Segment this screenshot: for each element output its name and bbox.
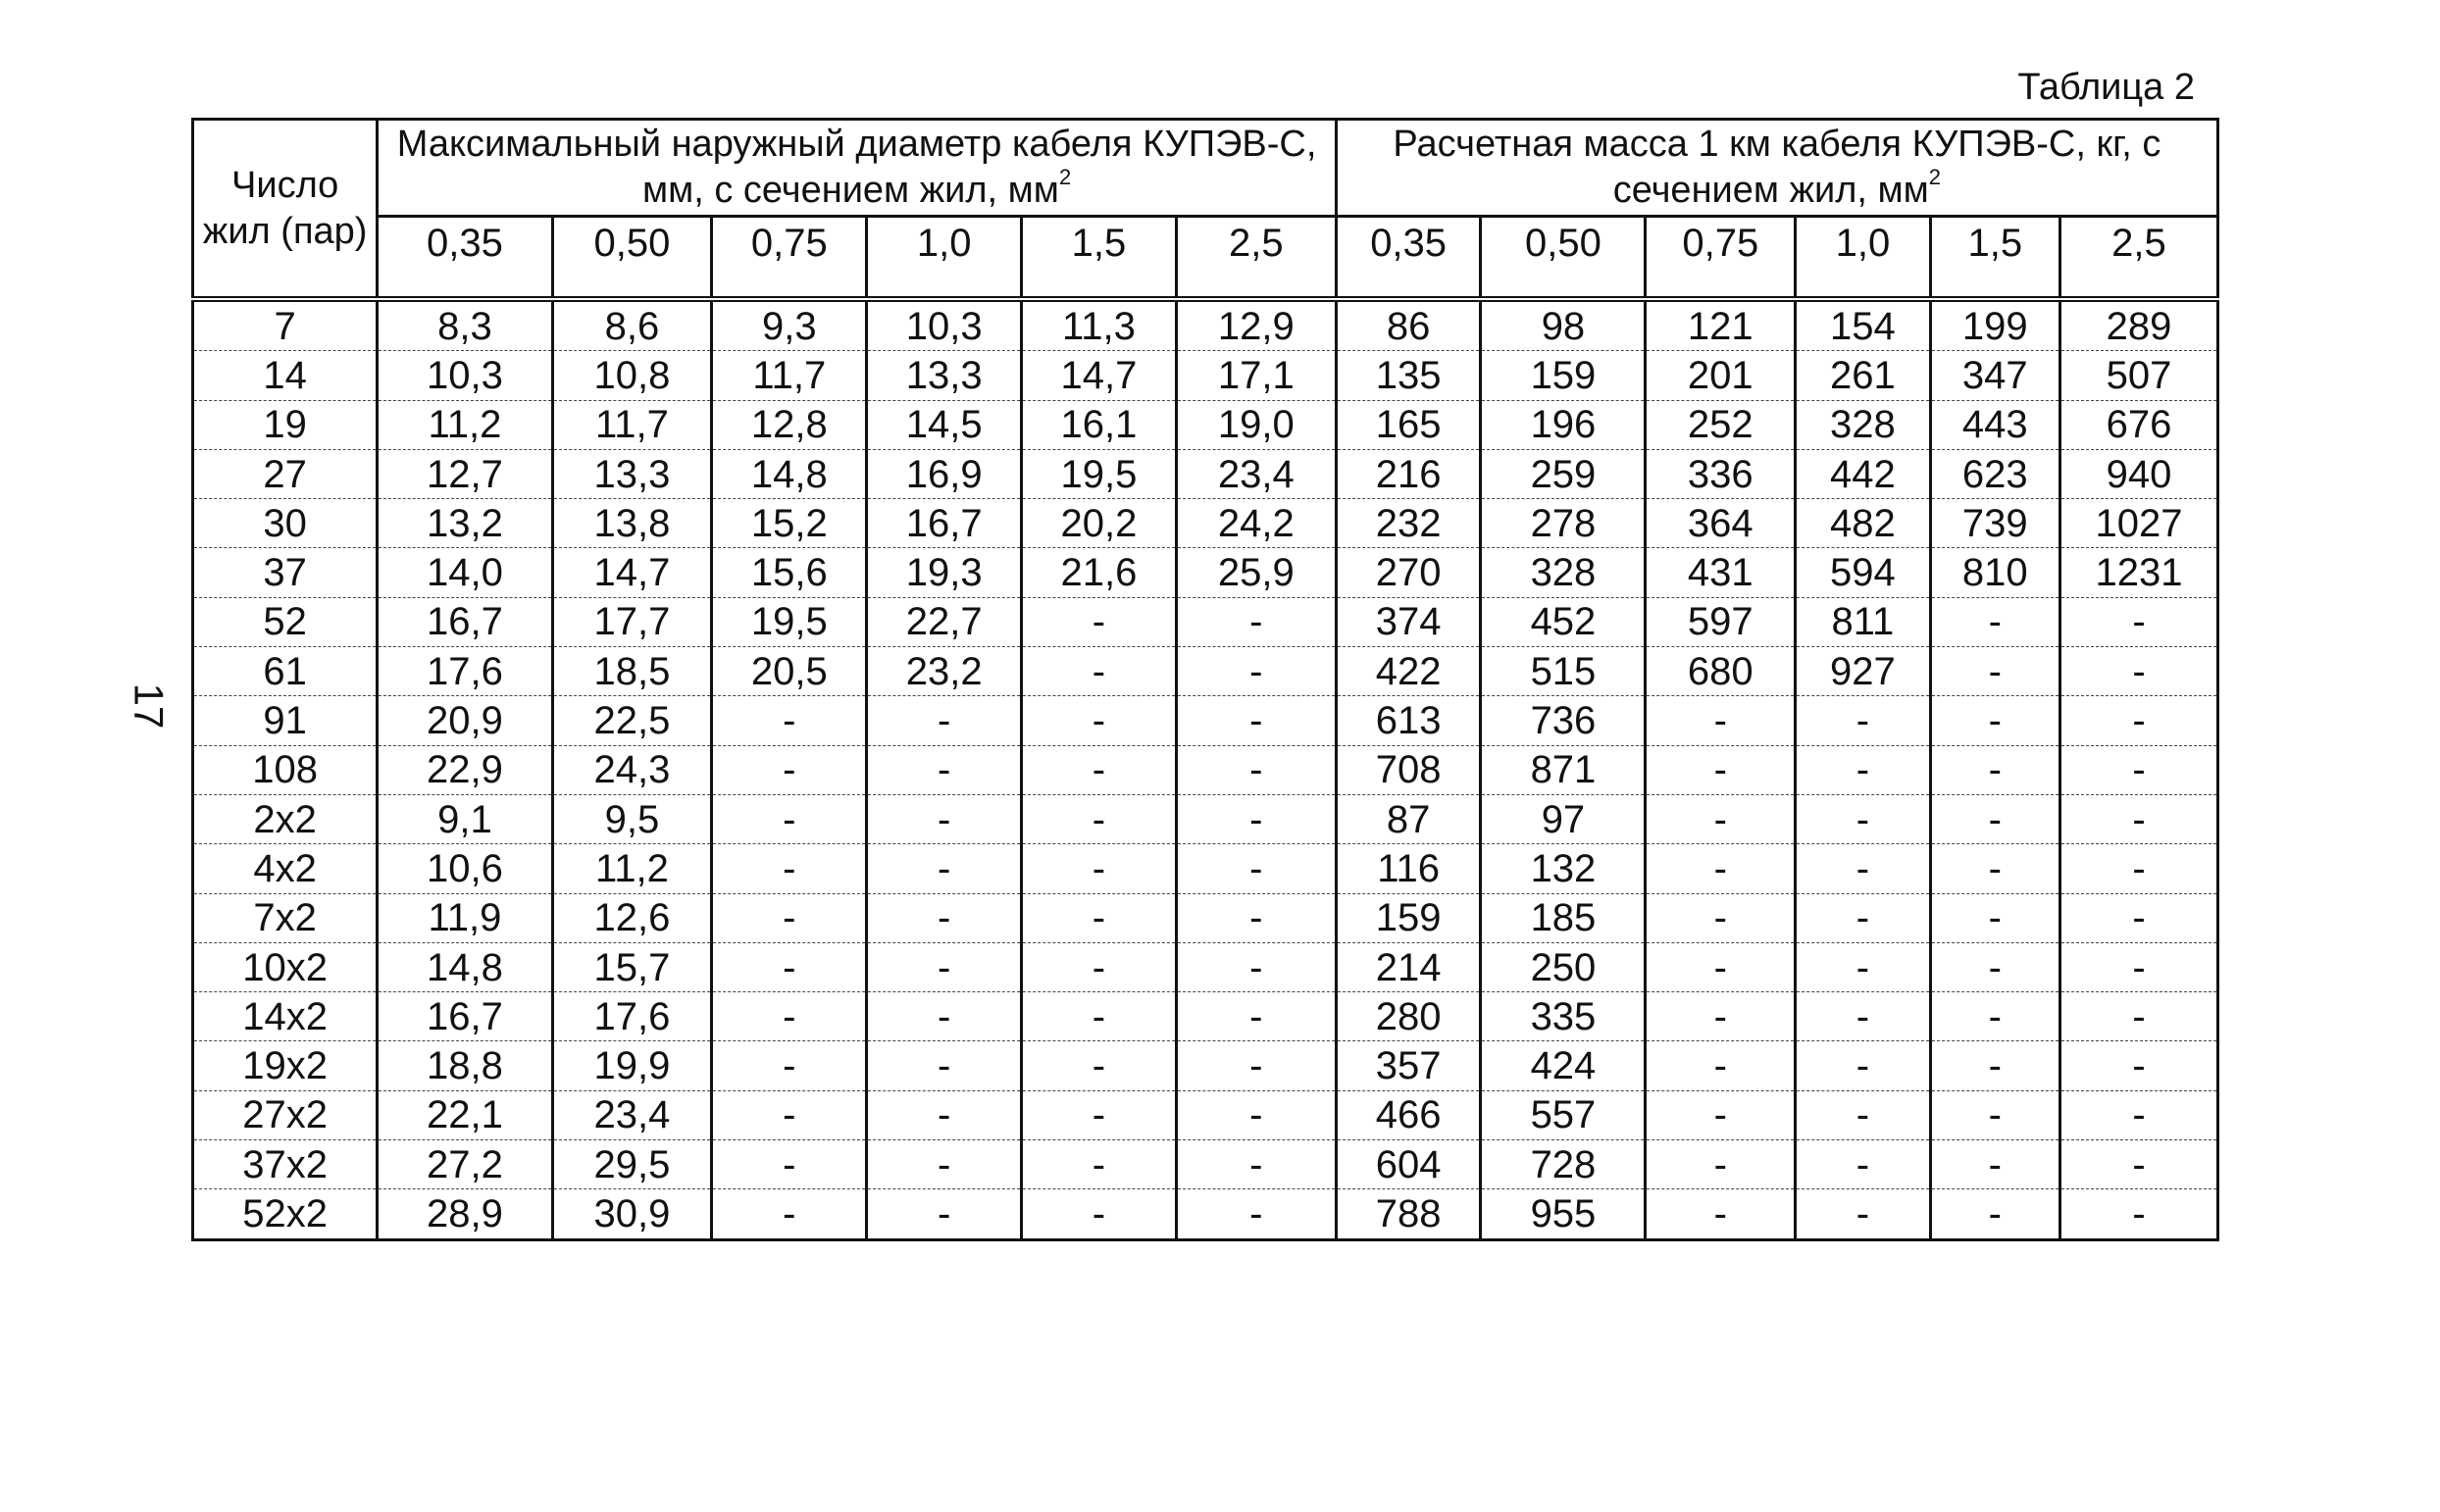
table-row: [193, 696, 2218, 745]
section-header: 0,35: [378, 217, 552, 300]
table-cell: -: [2059, 1041, 2217, 1090]
table-row: [193, 844, 2218, 893]
section-header: 1,0: [1796, 217, 1930, 300]
table-row: [193, 1189, 2218, 1239]
table-cell: 261: [1796, 351, 1930, 400]
table-cell: 17,7: [552, 597, 712, 646]
table-cell: -: [1930, 844, 2059, 893]
table-cell: 22,1: [378, 1090, 552, 1139]
table-cell: 24,2: [1176, 499, 1336, 548]
table-cell: 121: [1646, 299, 1796, 351]
table-cell: 20,5: [712, 647, 867, 696]
table-cell: -: [867, 1041, 1022, 1090]
row-label-cell: 19x2: [193, 1041, 378, 1090]
table-cell: 12,6: [552, 893, 712, 942]
table-cell: 680: [1646, 647, 1796, 696]
table-row: [193, 400, 2218, 449]
table-cell: -: [867, 794, 1022, 843]
table-cell: 13,8: [552, 499, 712, 548]
table-cell: -: [1646, 992, 1796, 1041]
table-cell: -: [2059, 794, 2217, 843]
table-cell: -: [1796, 1090, 1930, 1139]
table-cell: -: [712, 893, 867, 942]
table-cell: 28,9: [378, 1189, 552, 1239]
section-header: 0,75: [712, 217, 867, 300]
table-cell: 452: [1481, 597, 1646, 646]
table-cell: -: [867, 696, 1022, 745]
table-cell: 11,3: [1022, 299, 1177, 351]
table-cell: -: [1176, 992, 1336, 1041]
section-header: 0,75: [1646, 217, 1796, 300]
row-label-cell: 108: [193, 745, 378, 794]
table-cell: -: [712, 992, 867, 1041]
table-row: [193, 794, 2218, 843]
table-cell: 17,6: [552, 992, 712, 1041]
table-cell: 424: [1481, 1041, 1646, 1090]
table-cell: 676: [2059, 400, 2217, 449]
table-cell: -: [2059, 844, 2217, 893]
table-cell: -: [1796, 1189, 1930, 1239]
section-header-row: [193, 217, 2218, 300]
row-label-cell: 27x2: [193, 1090, 378, 1139]
row-label-cell: 7: [193, 299, 378, 351]
row-label-cell: 14x2: [193, 992, 378, 1041]
table-cell: 442: [1796, 449, 1930, 498]
table-cell: 19,3: [867, 548, 1022, 597]
table-cell: -: [1646, 794, 1796, 843]
table-cell: 955: [1481, 1189, 1646, 1239]
table-cell: -: [1930, 942, 2059, 991]
table-cell: 132: [1481, 844, 1646, 893]
row-label-cell: 37: [193, 548, 378, 597]
table-row: [193, 893, 2218, 942]
table-cell: -: [1646, 1041, 1796, 1090]
table-cell: 232: [1336, 499, 1481, 548]
section-header: 1,5: [1022, 217, 1177, 300]
table-cell: 15,6: [712, 548, 867, 597]
table-cell: 10,3: [867, 299, 1022, 351]
table-cell: 14,7: [1022, 351, 1177, 400]
table-cell: -: [867, 1189, 1022, 1239]
table-cell: 15,7: [552, 942, 712, 991]
table-cell: 87: [1336, 794, 1481, 843]
table-body: [193, 299, 2218, 1239]
table-cell: 214: [1336, 942, 1481, 991]
table-cell: 736: [1481, 696, 1646, 745]
table-cell: 21,6: [1022, 548, 1177, 597]
table-row: [193, 499, 2218, 548]
table-cell: 278: [1481, 499, 1646, 548]
table-cell: 13,3: [867, 351, 1022, 400]
row-label-cell: 37x2: [193, 1140, 378, 1189]
table-cell: -: [712, 794, 867, 843]
section-header: 1,5: [1930, 217, 2059, 300]
table-cell: -: [1176, 1140, 1336, 1189]
table-cell: 336: [1646, 449, 1796, 498]
table-cell: -: [1796, 893, 1930, 942]
table-cell: 250: [1481, 942, 1646, 991]
table-cell: -: [867, 1140, 1022, 1189]
table-cell: -: [1176, 597, 1336, 646]
header-diameter-sup: 2: [1058, 165, 1072, 189]
table-cell: -: [867, 844, 1022, 893]
table-cell: 20,9: [378, 696, 552, 745]
row-header-cores: Число жил (пар): [193, 120, 378, 300]
table-cell: -: [867, 893, 1022, 942]
table-cell: 515: [1481, 647, 1646, 696]
table-cell: 335: [1481, 992, 1646, 1041]
table-cell: 23,4: [1176, 449, 1336, 498]
table-cell: -: [1022, 942, 1177, 991]
table-cell: -: [2059, 1140, 2217, 1189]
table-cell: 347: [1930, 351, 2059, 400]
table-cell: 811: [1796, 597, 1930, 646]
table-row: [193, 1140, 2218, 1189]
table-cell: -: [2059, 1189, 2217, 1239]
table-cell: 871: [1481, 745, 1646, 794]
table-cell: 13,2: [378, 499, 552, 548]
table-cell: 22,5: [552, 696, 712, 745]
table-caption: Таблица 2: [2017, 67, 2195, 108]
cable-specs-table: [191, 118, 2219, 1241]
table-cell: 10,8: [552, 351, 712, 400]
table-cell: 18,8: [378, 1041, 552, 1090]
table-cell: -: [1022, 1090, 1177, 1139]
table-cell: -: [1176, 893, 1336, 942]
table-row: [193, 992, 2218, 1041]
table-cell: -: [1930, 794, 2059, 843]
table-cell: -: [2059, 597, 2217, 646]
table-cell: -: [1176, 647, 1336, 696]
header-mass: [1336, 120, 2217, 217]
table-cell: -: [712, 696, 867, 745]
table-cell: -: [1930, 1189, 2059, 1239]
table-cell: 289: [2059, 299, 2217, 351]
table-cell: 259: [1481, 449, 1646, 498]
table-cell: 357: [1336, 1041, 1481, 1090]
table-cell: 199: [1930, 299, 2059, 351]
table-cell: -: [1176, 942, 1336, 991]
table-cell: -: [1176, 696, 1336, 745]
table-cell: -: [2059, 647, 2217, 696]
table-cell: 14,8: [712, 449, 867, 498]
table-cell: -: [1930, 992, 2059, 1041]
table-cell: -: [712, 942, 867, 991]
table-cell: 810: [1930, 548, 2059, 597]
table-cell: 9,5: [552, 794, 712, 843]
table-cell: 20,2: [1022, 499, 1177, 548]
section-header: 2,5: [1176, 217, 1336, 300]
table-cell: -: [1176, 1189, 1336, 1239]
table-cell: 364: [1646, 499, 1796, 548]
table-cell: 708: [1336, 745, 1481, 794]
table-cell: -: [1796, 794, 1930, 843]
table-cell: -: [1930, 745, 2059, 794]
table-cell: 18,5: [552, 647, 712, 696]
table-cell: -: [1646, 696, 1796, 745]
table-cell: -: [1796, 992, 1930, 1041]
header-diameter-text: Максимальный наружный диаметр кабеля КУПЭВ-С, мм, с сечением жил, мм: [396, 124, 1317, 211]
table-cell: 24,3: [552, 745, 712, 794]
row-label-cell: 2x2: [193, 794, 378, 843]
table-cell: -: [1796, 1041, 1930, 1090]
table-cell: -: [1022, 1041, 1177, 1090]
table-row: [193, 1090, 2218, 1139]
table-cell: -: [2059, 992, 2217, 1041]
table-cell: -: [1646, 942, 1796, 991]
table-row: [193, 548, 2218, 597]
table-cell: 86: [1336, 299, 1481, 351]
table-cell: 11,2: [378, 400, 552, 449]
table-cell: -: [1796, 745, 1930, 794]
table-row: [193, 449, 2218, 498]
table-cell: -: [1022, 696, 1177, 745]
row-label-cell: 19: [193, 400, 378, 449]
table-cell: 8,6: [552, 299, 712, 351]
table-cell: 216: [1336, 449, 1481, 498]
table-cell: 22,7: [867, 597, 1022, 646]
table-cell: 13,3: [552, 449, 712, 498]
table-cell: 98: [1481, 299, 1646, 351]
table-cell: 557: [1481, 1090, 1646, 1139]
table-cell: 788: [1336, 1189, 1481, 1239]
table-cell: 10,6: [378, 844, 552, 893]
table-cell: 23,4: [552, 1090, 712, 1139]
table-cell: -: [1176, 794, 1336, 843]
table-cell: 739: [1930, 499, 2059, 548]
section-header: 0,50: [552, 217, 712, 300]
table-cell: -: [867, 992, 1022, 1041]
table-cell: -: [1646, 745, 1796, 794]
table-cell: -: [1930, 597, 2059, 646]
table-cell: 12,8: [712, 400, 867, 449]
table-cell: -: [2059, 745, 2217, 794]
table-cell: 940: [2059, 449, 2217, 498]
table-cell: 1027: [2059, 499, 2217, 548]
table-cell: 16,7: [378, 992, 552, 1041]
table-cell: -: [867, 745, 1022, 794]
row-label-cell: 14: [193, 351, 378, 400]
section-header: 0,35: [1336, 217, 1481, 300]
table-cell: 19,5: [712, 597, 867, 646]
header-mass-sup: 2: [1928, 165, 1942, 189]
row-label-cell: 7x2: [193, 893, 378, 942]
table-cell: 927: [1796, 647, 1930, 696]
table-cell: 597: [1646, 597, 1796, 646]
table-cell: 9,1: [378, 794, 552, 843]
row-label-cell: 61: [193, 647, 378, 696]
table-cell: 12,7: [378, 449, 552, 498]
table-cell: 16,7: [378, 597, 552, 646]
table-cell: -: [1176, 745, 1336, 794]
table-cell: -: [1930, 893, 2059, 942]
table-cell: -: [1646, 893, 1796, 942]
table-cell: 15,2: [712, 499, 867, 548]
table-cell: -: [712, 745, 867, 794]
table-cell: -: [2059, 893, 2217, 942]
table-cell: 14,0: [378, 548, 552, 597]
table-row: [193, 942, 2218, 991]
table-cell: 16,9: [867, 449, 1022, 498]
table-cell: -: [1022, 1140, 1177, 1189]
table-cell: -: [1022, 597, 1177, 646]
header-diameter: [378, 120, 1336, 217]
table-cell: 22,9: [378, 745, 552, 794]
table-cell: -: [1646, 1189, 1796, 1239]
table-cell: -: [1796, 1140, 1930, 1189]
table-cell: 27,2: [378, 1140, 552, 1189]
table-cell: -: [1022, 844, 1177, 893]
table-cell: -: [2059, 1090, 2217, 1139]
table-cell: 185: [1481, 893, 1646, 942]
table-cell: 507: [2059, 351, 2217, 400]
row-label-cell: 91: [193, 696, 378, 745]
table-cell: -: [712, 1140, 867, 1189]
row-label-cell: 27: [193, 449, 378, 498]
section-header: 1,0: [867, 217, 1022, 300]
table-cell: 97: [1481, 794, 1646, 843]
table-cell: -: [1646, 1090, 1796, 1139]
table-cell: -: [867, 1090, 1022, 1139]
table-cell: 135: [1336, 351, 1481, 400]
table-cell: 14,7: [552, 548, 712, 597]
page-number: 17: [126, 682, 173, 730]
table-cell: 23,2: [867, 647, 1022, 696]
table-cell: 11,9: [378, 893, 552, 942]
table-cell: -: [712, 1090, 867, 1139]
row-label-cell: 52: [193, 597, 378, 646]
table-cell: -: [1646, 1140, 1796, 1189]
table-cell: -: [1930, 696, 2059, 745]
table-cell: 196: [1481, 400, 1646, 449]
table-cell: -: [1930, 1140, 2059, 1189]
table-cell: -: [1176, 844, 1336, 893]
table-cell: 466: [1336, 1090, 1481, 1139]
table-cell: 1231: [2059, 548, 2217, 597]
table-row: [193, 351, 2218, 400]
table-cell: 431: [1646, 548, 1796, 597]
table-cell: 165: [1336, 400, 1481, 449]
table-cell: -: [1176, 1041, 1336, 1090]
table-cell: -: [1022, 893, 1177, 942]
table-cell: 30,9: [552, 1189, 712, 1239]
table-row: [193, 299, 2218, 351]
table-cell: -: [867, 942, 1022, 991]
table-cell: -: [1022, 794, 1177, 843]
table-cell: 443: [1930, 400, 2059, 449]
table-cell: -: [712, 1041, 867, 1090]
table-cell: 604: [1336, 1140, 1481, 1189]
table-row: [193, 745, 2218, 794]
table-cell: 29,5: [552, 1140, 712, 1189]
table-cell: 12,9: [1176, 299, 1336, 351]
table-cell: -: [1646, 844, 1796, 893]
table-cell: -: [1930, 1041, 2059, 1090]
table-cell: 17,1: [1176, 351, 1336, 400]
table-cell: 613: [1336, 696, 1481, 745]
row-label-cell: 4x2: [193, 844, 378, 893]
table-row: [193, 1041, 2218, 1090]
table-cell: -: [2059, 696, 2217, 745]
table-row: [193, 597, 2218, 646]
table-cell: 623: [1930, 449, 2059, 498]
table-row: [193, 647, 2218, 696]
section-header: 2,5: [2059, 217, 2217, 300]
table-cell: -: [1796, 696, 1930, 745]
table-cell: 374: [1336, 597, 1481, 646]
table-cell: 159: [1481, 351, 1646, 400]
table-cell: -: [1930, 647, 2059, 696]
table-cell: -: [1796, 844, 1930, 893]
table-cell: 8,3: [378, 299, 552, 351]
section-header: 0,50: [1481, 217, 1646, 300]
table-cell: 11,7: [712, 351, 867, 400]
table-cell: 14,8: [378, 942, 552, 991]
table-cell: 14,5: [867, 400, 1022, 449]
table-cell: 328: [1481, 548, 1646, 597]
table-cell: -: [1022, 992, 1177, 1041]
table-cell: 482: [1796, 499, 1930, 548]
table-cell: 328: [1796, 400, 1930, 449]
table-cell: 11,2: [552, 844, 712, 893]
table-cell: 422: [1336, 647, 1481, 696]
table-cell: -: [1930, 1090, 2059, 1139]
table-cell: -: [2059, 942, 2217, 991]
table-cell: 16,1: [1022, 400, 1177, 449]
table-cell: -: [1022, 647, 1177, 696]
table-cell: -: [1176, 1090, 1336, 1139]
table-cell: 19,0: [1176, 400, 1336, 449]
table-cell: 728: [1481, 1140, 1646, 1189]
table-cell: -: [712, 1189, 867, 1239]
table-cell: 17,6: [378, 647, 552, 696]
table-cell: 10,3: [378, 351, 552, 400]
table-cell: 159: [1336, 893, 1481, 942]
table-cell: 116: [1336, 844, 1481, 893]
row-label-cell: 10x2: [193, 942, 378, 991]
table-cell: 252: [1646, 400, 1796, 449]
table-cell: 16,7: [867, 499, 1022, 548]
table-cell: -: [1022, 1189, 1177, 1239]
row-label-cell: 30: [193, 499, 378, 548]
table-cell: -: [1796, 942, 1930, 991]
table-cell: 270: [1336, 548, 1481, 597]
header-mass-text: Расчетная масса 1 км кабеля КУПЭВ-С, кг, с сечением жил, мм: [1393, 124, 2161, 211]
table-cell: 154: [1796, 299, 1930, 351]
table-cell: 201: [1646, 351, 1796, 400]
table-cell: 280: [1336, 992, 1481, 1041]
table-cell: -: [1022, 745, 1177, 794]
row-label-cell: 52x2: [193, 1189, 378, 1239]
table-cell: 19,5: [1022, 449, 1177, 498]
table-cell: 11,7: [552, 400, 712, 449]
table-cell: 9,3: [712, 299, 867, 351]
table-cell: 25,9: [1176, 548, 1336, 597]
table-cell: 594: [1796, 548, 1930, 597]
table-cell: -: [712, 844, 867, 893]
table-cell: 19,9: [552, 1041, 712, 1090]
